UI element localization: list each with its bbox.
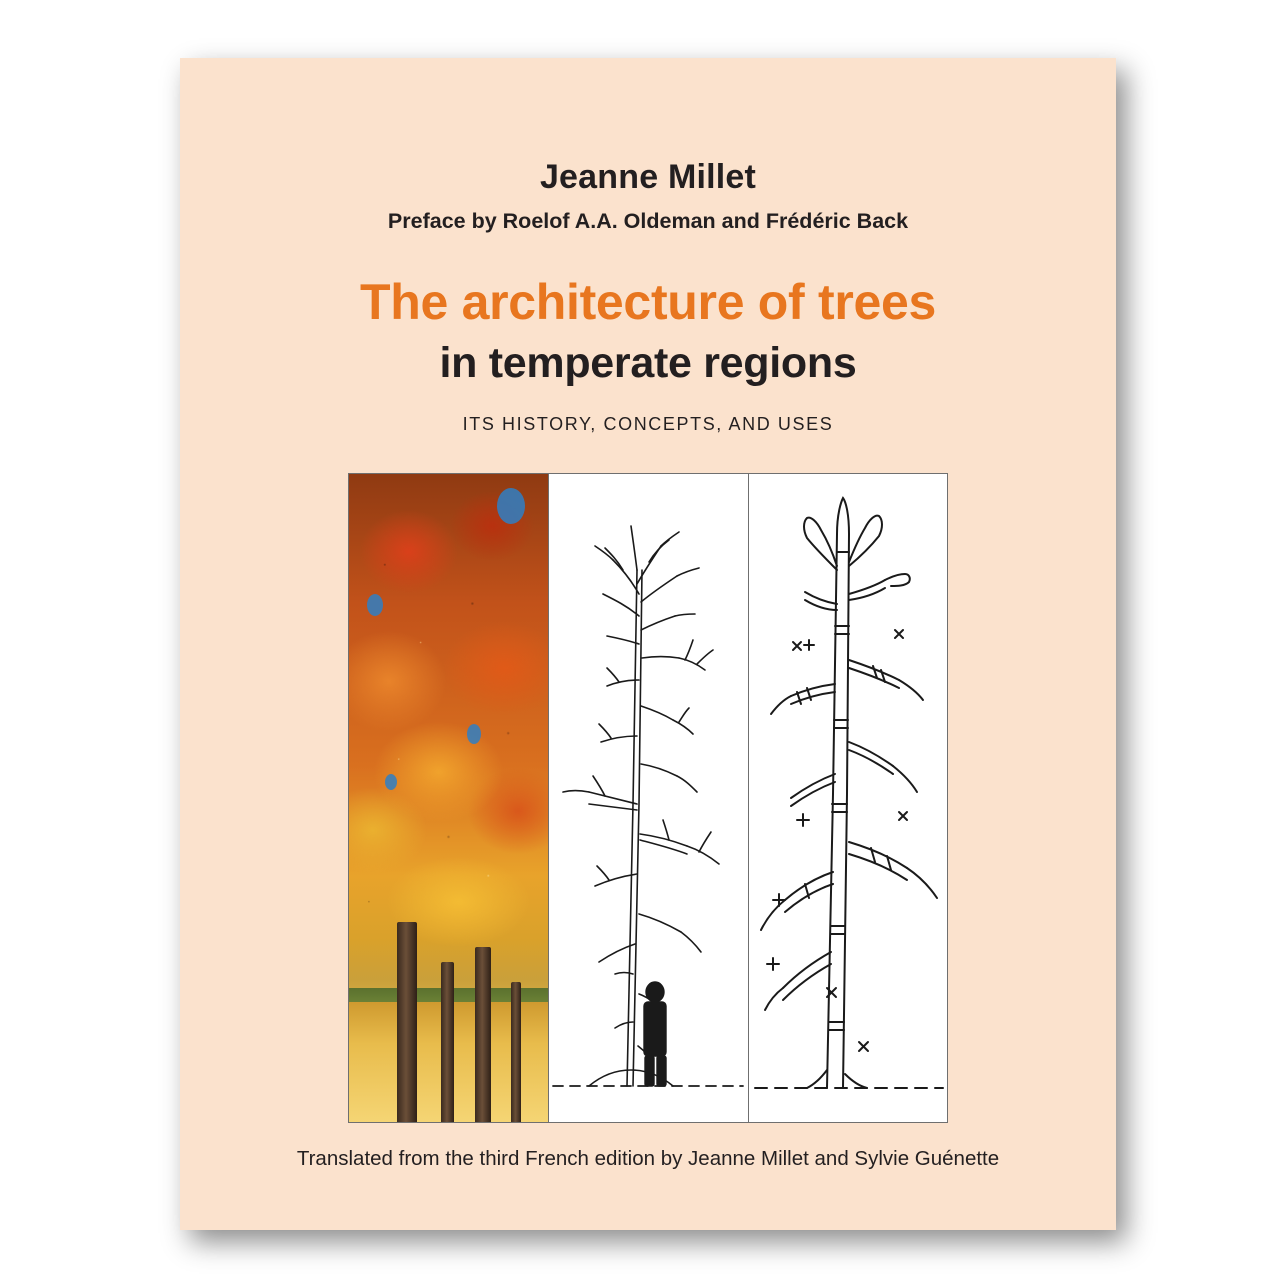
sky-patch bbox=[497, 488, 525, 524]
title-main: The architecture of trees bbox=[359, 274, 937, 330]
book-cover bbox=[180, 58, 1116, 1230]
translation-credit: Translated from the third French edition by Jeanne Millet and Sylvie Guénette bbox=[296, 1146, 1000, 1170]
title-subline: in temperate regions bbox=[439, 338, 857, 387]
photo-tree-trunk bbox=[511, 982, 521, 1122]
tree-line-drawing-with-person bbox=[548, 474, 747, 1122]
tree-architecture-diagram-svg bbox=[749, 474, 947, 1122]
preface-credit: Preface by Roelof A.A. Oldeman and Frédéric Back bbox=[387, 209, 909, 233]
sky-patch bbox=[385, 774, 397, 790]
sky-patch bbox=[467, 724, 481, 744]
human-figure-for-scale bbox=[644, 982, 666, 1086]
cover-artwork bbox=[348, 473, 948, 1123]
photo-tree-trunk bbox=[397, 922, 417, 1122]
tree-line-drawing-svg bbox=[549, 474, 747, 1122]
sky-patch bbox=[367, 594, 383, 616]
photo-tree-trunk bbox=[441, 962, 454, 1122]
branch-annotation-marks bbox=[767, 630, 907, 1051]
tree-architecture-diagram bbox=[748, 474, 947, 1122]
subtitle: ITS HISTORY, CONCEPTS, AND USES bbox=[462, 413, 834, 434]
author-name: Jeanne Millet bbox=[539, 158, 757, 196]
autumn-maple-photograph bbox=[349, 474, 548, 1122]
photo-tree-trunk bbox=[475, 947, 491, 1122]
